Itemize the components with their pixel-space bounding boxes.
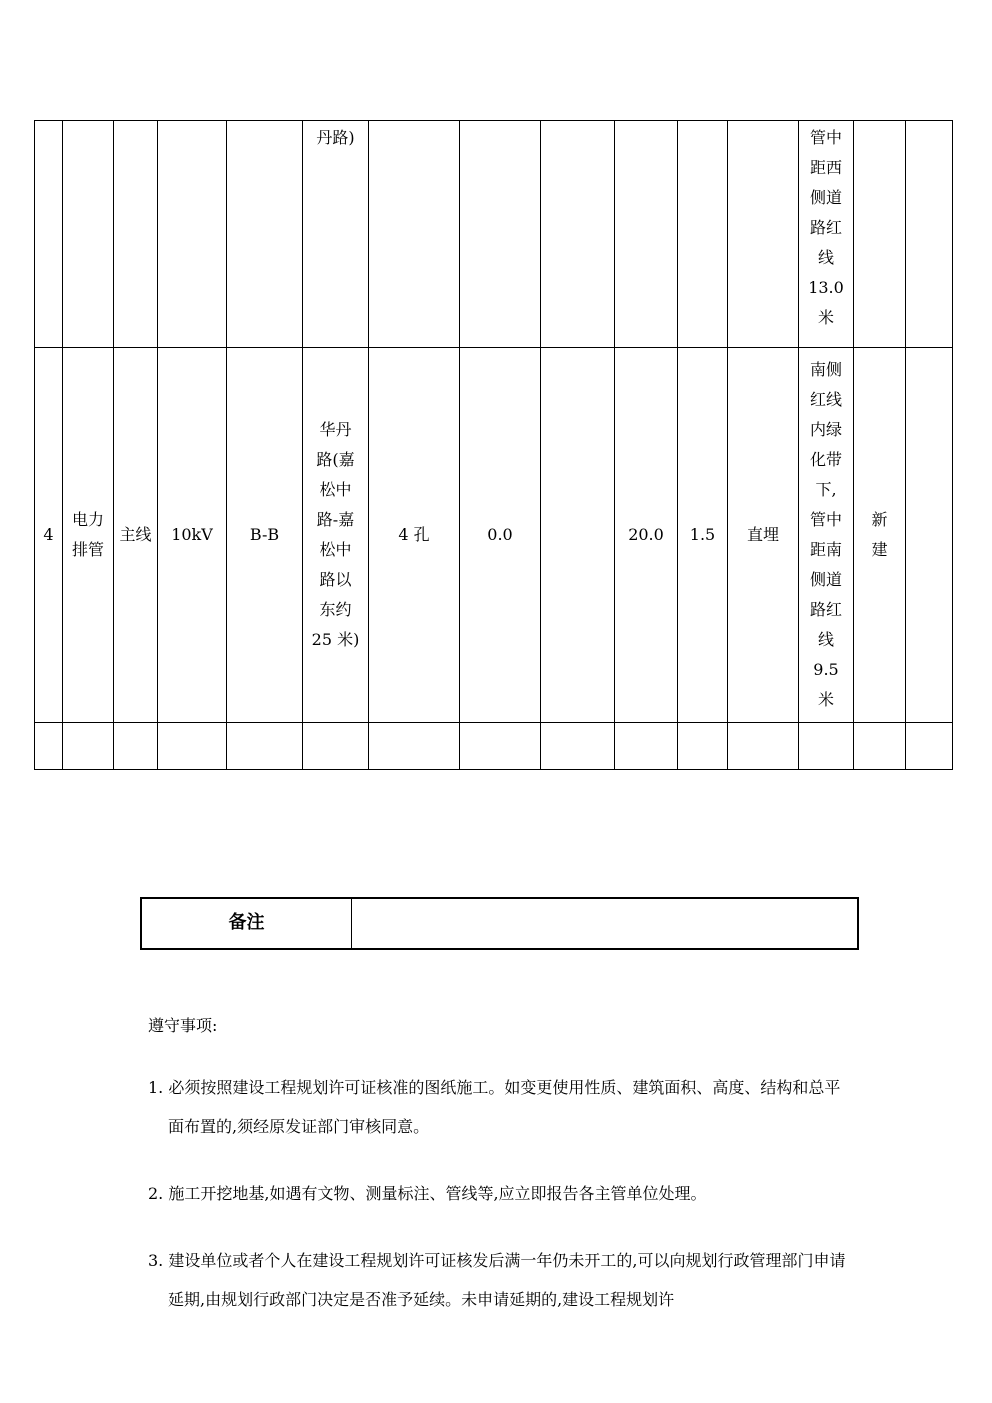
table-cell: 丹路) xyxy=(303,121,369,348)
table-cell xyxy=(678,121,728,348)
table-cell xyxy=(303,723,369,770)
table-cell: 1.5 xyxy=(678,348,728,723)
table-cell xyxy=(369,723,460,770)
table-cell: 10kV xyxy=(158,348,227,723)
table-cell xyxy=(158,121,227,348)
pipeline-table xyxy=(34,120,953,770)
table-cell xyxy=(678,723,728,770)
table-cell: 0.0 xyxy=(460,348,541,723)
table-cell xyxy=(541,348,615,723)
remark-box xyxy=(140,897,859,950)
table-cell xyxy=(906,723,953,770)
notes-item: 1. 必须按照建设工程规划许可证核准的图纸施工。如变更使用性质、建筑面积、高度、结构和总平面布置的,须经原发证部门审核同意。 xyxy=(148,1078,841,1136)
table-cell: 4 孔 xyxy=(369,348,460,723)
table-cell: 直埋 xyxy=(728,348,799,723)
table-cell xyxy=(35,121,63,348)
table-cell xyxy=(114,121,158,348)
table-cell xyxy=(799,723,854,770)
table-cell xyxy=(227,723,303,770)
table-cell xyxy=(114,723,158,770)
table-row xyxy=(35,723,953,770)
table-cell: 主线 xyxy=(114,348,158,723)
table-cell xyxy=(906,121,953,348)
table-row xyxy=(35,121,953,348)
table-cell xyxy=(854,121,906,348)
remark-label: 备注 xyxy=(142,899,352,948)
table-cell: 新 建 xyxy=(854,348,906,723)
table-cell xyxy=(369,121,460,348)
table-cell: 管中 距西 侧道 路红 线 13.0 米 xyxy=(799,121,854,348)
notes-section xyxy=(148,1012,848,1319)
table-cell xyxy=(906,348,953,723)
remark-value xyxy=(352,899,857,948)
table-cell xyxy=(158,723,227,770)
table-cell xyxy=(35,723,63,770)
table-cell: B-B xyxy=(227,348,303,723)
table-cell xyxy=(63,121,114,348)
table-cell: 4 xyxy=(35,348,63,723)
notes-item: 3. 建设单位或者个人在建设工程规划许可证核发后满一年仍未开工的,可以向规划行政管理部门申请延期,由规划行政部门决定是否准予延续。未申请延期的,建设工程规划许 xyxy=(148,1251,846,1309)
table-cell xyxy=(541,121,615,348)
table-cell xyxy=(541,723,615,770)
table-row xyxy=(35,348,953,723)
table-cell xyxy=(615,723,678,770)
table-cell xyxy=(63,723,114,770)
table-cell xyxy=(460,121,541,348)
table-cell: 南侧 红线 内绿 化带 下, 管中 距南 侧道 路红 线 9.5 米 xyxy=(799,348,854,723)
table-cell xyxy=(728,723,799,770)
table-cell xyxy=(728,121,799,348)
table-cell xyxy=(615,121,678,348)
table-cell: 电力 排管 xyxy=(63,348,114,723)
notes-title: 遵守事项: xyxy=(148,1016,218,1035)
table-cell: 20.0 xyxy=(615,348,678,723)
table-cell: 华丹 路(嘉 松中 路-嘉 松中 路以 东约 25 米) xyxy=(303,348,369,723)
notes-item: 2. 施工开挖地基,如遇有文物、测量标注、管线等,应立即报告各主管单位处理。 xyxy=(148,1184,707,1203)
table-cell xyxy=(854,723,906,770)
table-cell xyxy=(227,121,303,348)
table-cell xyxy=(460,723,541,770)
